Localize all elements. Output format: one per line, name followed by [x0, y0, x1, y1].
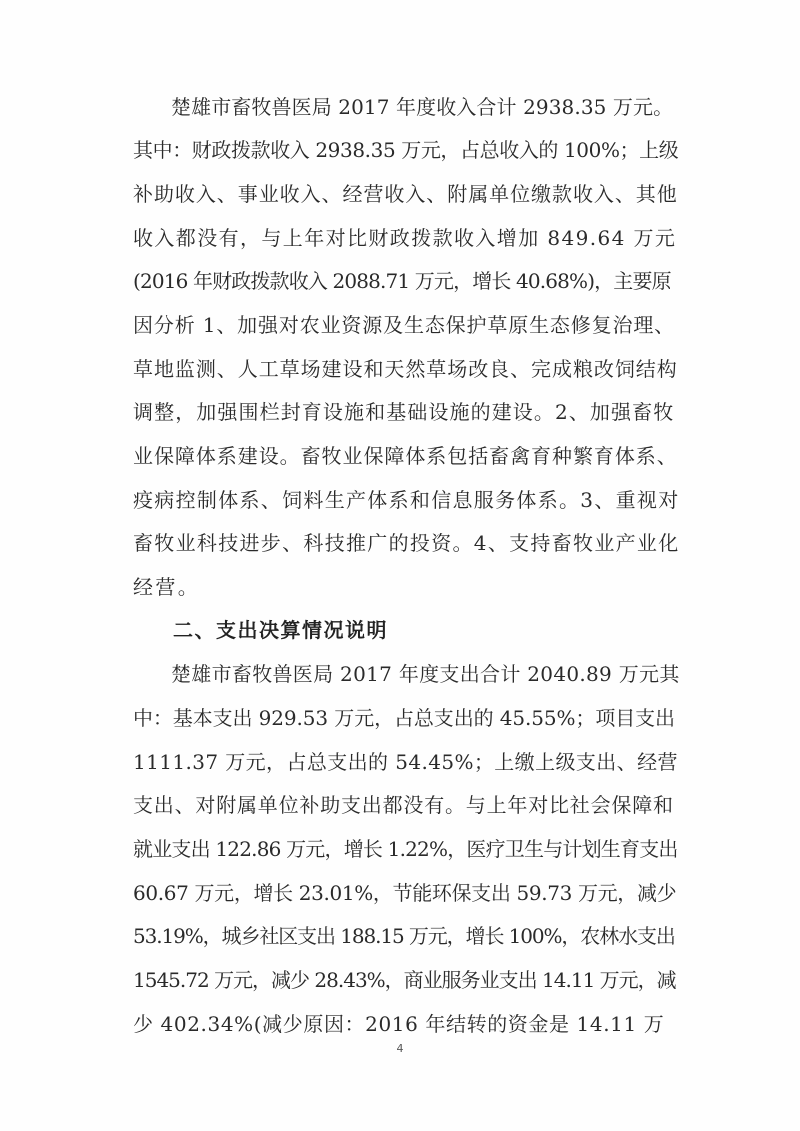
paragraph-text: 60.67 万元，增长 23.01%，节能环保支出 59.73 万元，减少 [133, 881, 677, 905]
paragraph-text: 经营。 [133, 575, 201, 599]
paragraph-text: 其中：财政拨款收入 2938.35 万元，占总收入的 100%；上级 [133, 138, 679, 162]
paragraph-line [0, 311, 800, 339]
paragraph-line [0, 748, 800, 776]
paragraph-text: 少 402.34%(减少原因：2016 年结转的资金是 14.11 万 [133, 1012, 665, 1036]
paragraph-text: (2016 年财政拨款收入 2088.71 万元，增长 40.68%)，主要原 [133, 269, 671, 293]
paragraph-line [0, 835, 800, 863]
paragraph-line [0, 922, 800, 950]
paragraph-line [0, 442, 800, 470]
paragraph-text: 53.19%，城乡社区支出 188.15 万元，增长 100%，农林水支出 [133, 924, 675, 948]
paragraph-line [0, 791, 800, 819]
paragraph-text: 补助收入、事业收入、经营收入、附属单位缴款收入、其他 [133, 182, 678, 206]
paragraph-line [0, 529, 800, 557]
paragraph-text: 支出、对附属单位补助支出都没有。与上年对比社会保障和 [133, 793, 674, 817]
paragraph-text: 楚雄市畜牧兽医局 2017 年度支出合计 2040.89 万元其 [171, 662, 680, 686]
paragraph-text: 就业支出 122.86 万元，增长 1.22%，医疗卫生与计划生育支出 [133, 837, 678, 861]
paragraph-line [0, 660, 800, 688]
paragraph-line [0, 180, 800, 208]
paragraph-text: 调整，加强围栏封育设施和基础设施的建设。2、加强畜牧 [133, 400, 675, 424]
paragraph-line [0, 224, 800, 252]
paragraph-text: 因分析 1、加强对农业资源及生态保护草原生态修复治理、 [133, 313, 676, 337]
section-heading: 二、支出决算情况说明 [173, 618, 388, 642]
paragraph-text: 中：基本支出 929.53 万元，占总支出的 45.55%；项目支出 [133, 706, 675, 730]
paragraph-text: 疫病控制体系、饲料生产体系和信息服务体系。3、重视对 [133, 488, 680, 512]
paragraph-text: 收入都没有，与上年对比财政拨款收入增加 849.64 万元 [133, 226, 677, 250]
paragraph-text: 楚雄市畜牧兽医局 2017 年度收入合计 2938.35 万元。 [171, 95, 674, 119]
paragraph-line [0, 573, 800, 601]
paragraph-text: 1111.37 万元，占总支出的 54.45%；上缴上级支出、经营 [133, 750, 678, 774]
paragraph-line [0, 355, 800, 383]
paragraph-text: 畜牧业科技进步、科技推广的投资。4、支持畜牧业产业化 [133, 531, 680, 555]
paragraph-text: 1545.72 万元，减少 28.43%，商业服务业支出 14.11 万元，减 [133, 968, 676, 992]
paragraph-line [0, 136, 800, 164]
paragraph-line [0, 267, 800, 295]
paragraph-line [0, 93, 800, 121]
paragraph-text: 草地监测、人工草场建设和天然草场改良、完成粮改饲结构 [133, 357, 678, 381]
paragraph-line [0, 486, 800, 514]
page-number: 4 [396, 1042, 404, 1055]
paragraph-line [0, 879, 800, 907]
paragraph-text: 业保障体系建设。畜牧业保障体系包括畜禽育种繁育体系、 [133, 444, 678, 468]
paragraph-line [0, 704, 800, 732]
paragraph-line [0, 398, 800, 426]
paragraph-line [0, 1010, 800, 1038]
paragraph-line [0, 966, 800, 994]
